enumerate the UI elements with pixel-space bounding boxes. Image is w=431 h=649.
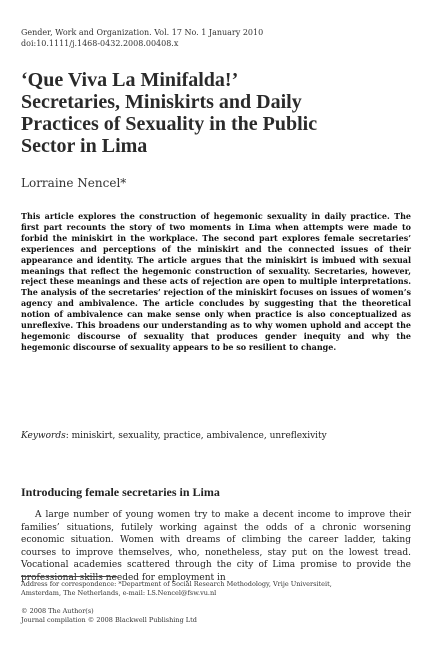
title-line-4: Sector in Lima [21, 135, 148, 157]
correspondence-footnote [21, 580, 411, 598]
author-name: Lorraine Nencel* [21, 176, 127, 190]
keywords [21, 430, 411, 442]
title-line-1: ‘Que Viva La Minifalda!’ [21, 69, 239, 91]
address-line-1: Address for correspondence: *Department of Social Research Methodology, Vrije Universiteit, [21, 580, 332, 588]
footnote-divider [21, 576, 117, 577]
journal-citation: Gender, Work and Organization. Vol. 17 No. 1 January 2010 [21, 28, 264, 37]
address-line-2: Amsterdam, The Netherlands, e-mail: LS.Nencel@fsw.vu.nl [21, 589, 217, 597]
abstract-text: This article explores the construction of hegemonic sexuality in daily practice. The first part recounts the story of two moments in Lima when attempts were made to forbid the miniskirt in the workplace. The second part explores female secretaries’ experiences and perceptions of the miniskirt and the connected issues of their appearance and identity. The article argues that the miniskirt is imbued with sexual meanings that reflect the hegemonic construction of sexuality. Secretaries, however, reject these meanings and these acts of rejection are open to multiple interpretations. The analysis of the secretaries’ rejection of the miniskirt focuses on issues of women’s agency and ambivalence. The article concludes by suggesting that the theoretical notion of ambivalence can make sense only when practice is also conceptualized as unreflexive. This broadens our understanding as to why women uphold and accept the hegemonic discourse of sexuality that produces gender inequity and why the hegemonic discourse of sexuality appears to be so resilient to change. [21, 211, 411, 352]
article-title [21, 69, 416, 157]
title-line-2: Secretaries, Miniskirts and Daily [21, 91, 302, 113]
copyright-line-1: © 2008 The Author(s) [21, 607, 94, 615]
abstract [21, 211, 411, 353]
keywords-list: : miniskirt, sexuality, practice, ambivalence, unreflexivity [65, 431, 327, 441]
keywords-label: Keywords [21, 431, 66, 441]
title-line-3: Practices of Sexuality in the Public [21, 113, 318, 135]
journal-header [21, 27, 411, 49]
body-paragraph: A large number of young women try to make a decent income to improve their families’ situations, futilely working against the odds of a chronic worsening economic situation. Women with dreams of climbing the career ladder, taking courses to improve themselves, who, nonetheless, stay put on the lowest tread. Vocational academies scattered through the city of Lima promise to provide the professional skills needed for employment in [21, 510, 411, 583]
section-heading: Introducing female secretaries in Lima [21, 485, 220, 499]
doi: doi:10.1111/j.1468-0432.2008.00408.x [21, 39, 179, 48]
body-text [21, 509, 411, 585]
copyright-line-2: Journal compilation © 2008 Blackwell Publishing Ltd [21, 616, 197, 624]
copyright-notice [21, 607, 411, 625]
